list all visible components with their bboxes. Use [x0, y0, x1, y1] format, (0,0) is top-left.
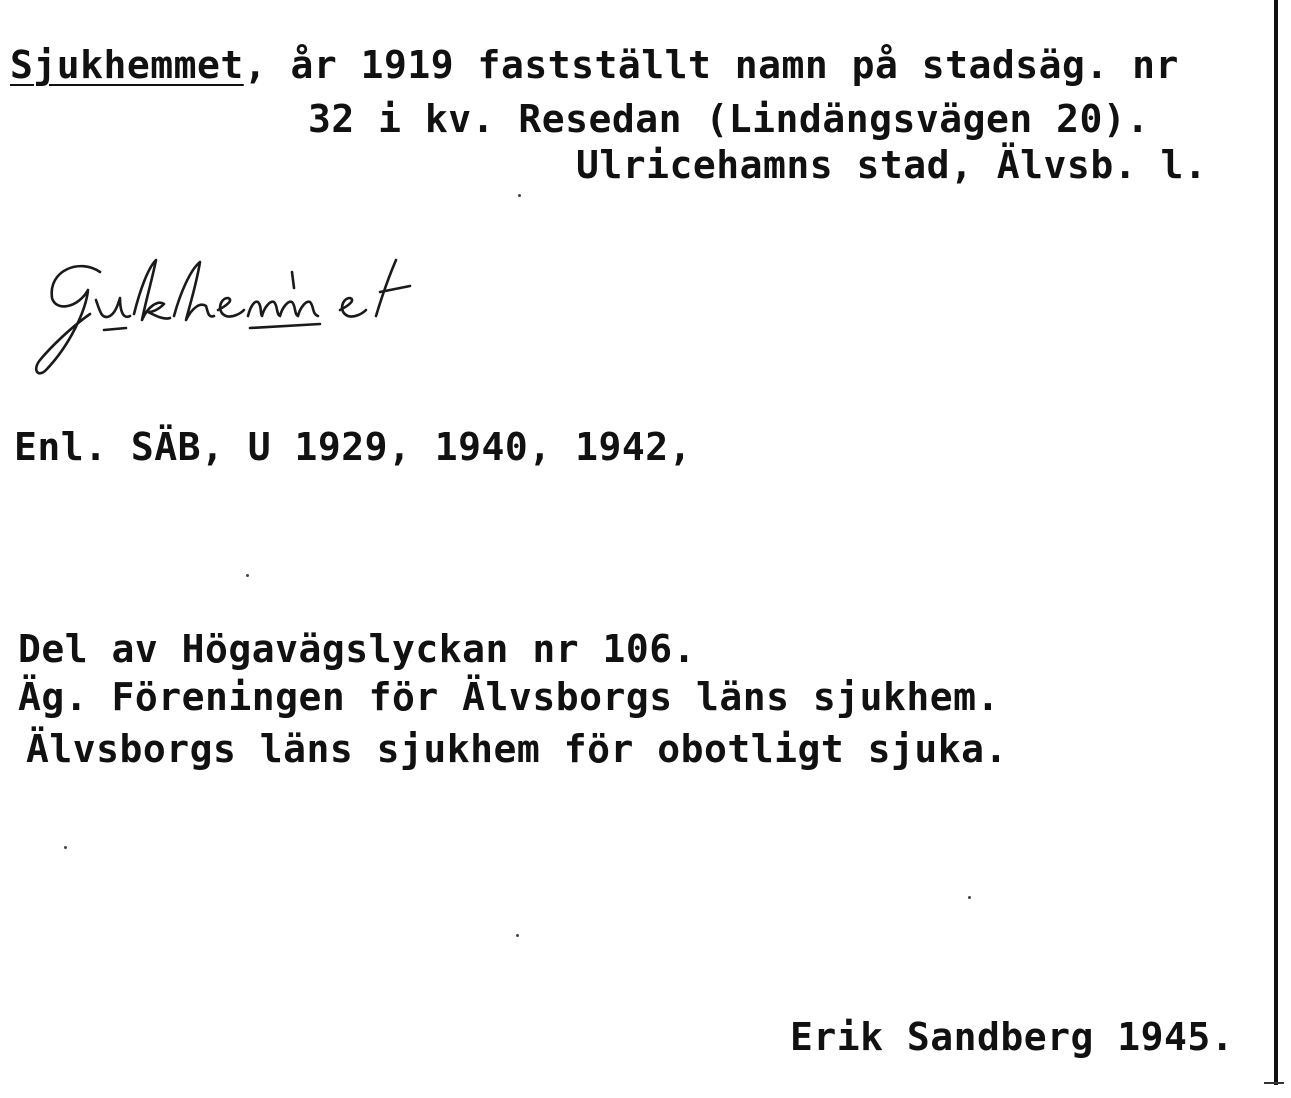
card-corner-mark [1264, 1082, 1284, 1084]
dust-speck [246, 574, 249, 577]
handwritten-form [30, 250, 590, 380]
header-line [10, 42, 1179, 88]
header-line-text: , år 1919 fastställt namn på stadsäg. nr [243, 43, 1179, 87]
info-line-2: Äg. Föreningen för Älvsborgs läns sjukhem. [18, 675, 1000, 719]
dust-speck [518, 194, 521, 197]
signature: Erik Sandberg 1945. [790, 1015, 1235, 1059]
card-right-border [1274, 0, 1278, 1085]
location-line: 32 i kv. Resedan (Lindängsvägen 20). [308, 97, 1150, 141]
entry-word: Sjukhemmet [10, 43, 244, 87]
source-line: Enl. SÄB, U 1929, 1940, 1942, [14, 425, 692, 469]
dust-speck [64, 846, 67, 849]
info-line-1: Del av Högavägslyckan nr 106. [18, 627, 696, 671]
municipality-line: Ulricehamns stad, Älvsb. l. [576, 143, 1208, 187]
dust-speck [516, 934, 519, 937]
info-line-3: Älvsborgs läns sjukhem för obotligt sjuka. [26, 727, 1008, 771]
dust-speck [968, 896, 971, 899]
